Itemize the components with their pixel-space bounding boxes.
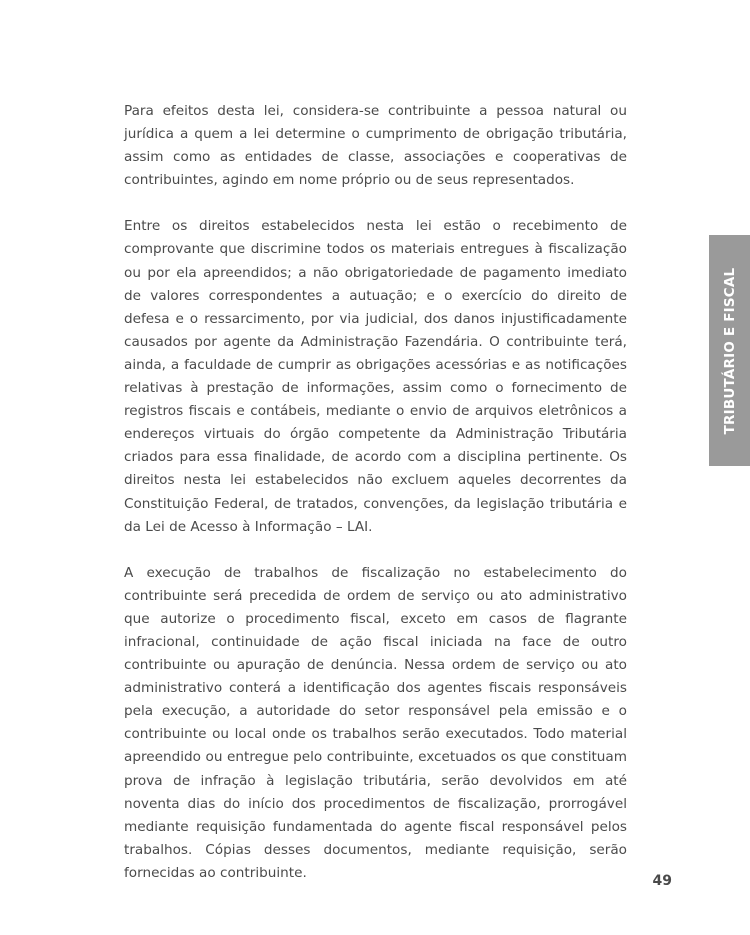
paragraph-direitos: Entre os direitos estabelecidos nesta lei estão o recebimento de comprovante que discrimine todos os materiais entregues à fiscalização ou por ela apreendidos; a não obrigatoriedade de pagamento imediato de valores correspondentes a autuação; e o exercício do direito de defesa e o ressarcimento, por via judicial, dos danos injustificadamente causados por agente da Administração Fazendária. O contribuinte terá, ainda, a faculdade de cumprir as obrigações acessórias e as notificações relativas à prestação de informações, assim como o fornecimento de registros fiscais e contábeis, mediante o envio de arquivos eletrônicos a endereços virtuais do órgão competente da Administração Tributária criados para essa finalidade, de acordo com a disciplina pertinente. Os direitos nesta lei estabelecidos não excluem aqueles decorrentes da Constituição Federal, de tratados, convenções, da legislação tributária e da Lei de Acesso à Informação – LAI. — [124, 218, 627, 535]
paragraph-execucao-fiscalizacao: A execução de trabalhos de fiscalização no estabelecimento do contribuinte será precedida de ordem de serviço ou ato administrativo que autorize o procedimento fiscal, exceto em casos de flagrante infracional, continuidade de ação fiscal iniciada na face de outro contribuinte ou apuração de denúncia. Nessa ordem de serviço ou ato administrativo conterá a identificação dos agentes fiscais responsáveis pela execução, a autoridade do setor responsável pela emissão e o contribuinte ou local onde os trabalhos serão executados. Todo material apreendido ou entregue pelo contribuinte, excetuados os que constituam prova de infração à legislação tributária, serão devolvidos em até noventa dias do início dos procedimentos de fiscalização, prorrogável mediante requisição fundamentada do agente fiscal responsável pelos trabalhos. Cópias desses documentos, mediante requisição, serão fornecidas ao contribuinte. — [124, 564, 627, 881]
paragraph-contribuinte-definition: Para efeitos desta lei, considera-se contribuinte a pessoa natural ou jurídica a quem a lei determine o cumprimento de obrigação tributária, assim como as entidades de classe, associações e cooperativas de contribuintes, agindo em nome próprio ou de seus representados. — [124, 103, 627, 189]
section-side-tab — [709, 235, 750, 466]
page-body — [124, 100, 627, 908]
page-number: 49 — [652, 873, 672, 889]
section-side-tab-label: TRIBUTÁRIO E FISCAL — [721, 267, 738, 434]
